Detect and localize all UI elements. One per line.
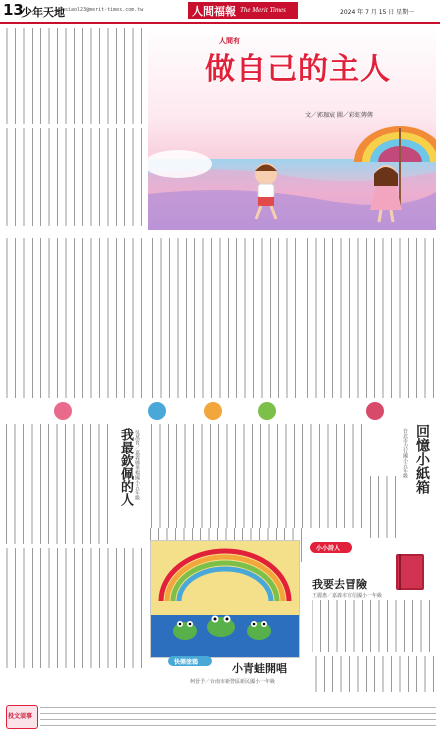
header-email[interactable]: hsiaol23@merit-times.com.tw: [62, 7, 144, 13]
decor-circle-icon: [148, 402, 166, 420]
story-title-vertical: 回憶小紙箱: [414, 424, 430, 494]
decor-circle-icon: [366, 402, 384, 420]
article-column: [4, 28, 144, 124]
notebook-illustration: [390, 548, 430, 592]
story-tag: 人間有: [219, 37, 240, 45]
frog-drawing-illustration: [151, 541, 299, 657]
decor-circle-icon: [258, 402, 276, 420]
decor-circle-icon: [204, 402, 222, 420]
footer-label: 投文須事: [8, 713, 33, 720]
masthead-title: 人間福報: [192, 5, 236, 18]
article-column: [312, 656, 436, 692]
masthead-english: The Merit Times: [240, 6, 286, 14]
poem-label: 小小詩人: [316, 545, 341, 552]
article-column: [302, 238, 436, 398]
issue-date: 2024 年 7 月 15 日 星期一: [340, 9, 415, 16]
article-column: [4, 548, 144, 668]
story-author-vertical: 吳萬育／嘉義縣垂楊國小五年級: [134, 430, 140, 500]
kids-drawing: [150, 540, 300, 658]
story-author-vertical: 台北市力行國小五年級: [402, 428, 408, 478]
article-column: [4, 128, 144, 226]
story-title: 做自己的主人: [205, 52, 391, 87]
drawing-label: 快樂塗鴉: [174, 659, 199, 666]
article-column: [148, 238, 298, 398]
poem-author: 王麗惠／嘉義市宣信國小一年級: [312, 593, 383, 599]
article-column: [4, 424, 110, 544]
decor-circle-icon: [54, 402, 72, 420]
story-title-vertical: 我最欽佩的人: [118, 428, 133, 506]
article-column: [148, 424, 364, 528]
poem-title: 我要去冒險: [312, 578, 367, 591]
poem-column: [312, 600, 432, 652]
page-number: 13: [3, 1, 24, 19]
footer-fine-print: [40, 705, 436, 729]
article-column: [370, 476, 398, 538]
drawing-title: 小青蛙開唱: [232, 662, 287, 675]
section-title: 少年天地: [21, 6, 65, 19]
drawing-author: 柯晉予／台南市新營區新民國小一年級: [190, 679, 276, 685]
footer-notice: [0, 699, 440, 735]
notebook-icon: [390, 548, 430, 592]
story-byline: 文／郭珈宸 圖／彩虹傳傳: [305, 112, 373, 119]
article-column: [4, 238, 144, 398]
